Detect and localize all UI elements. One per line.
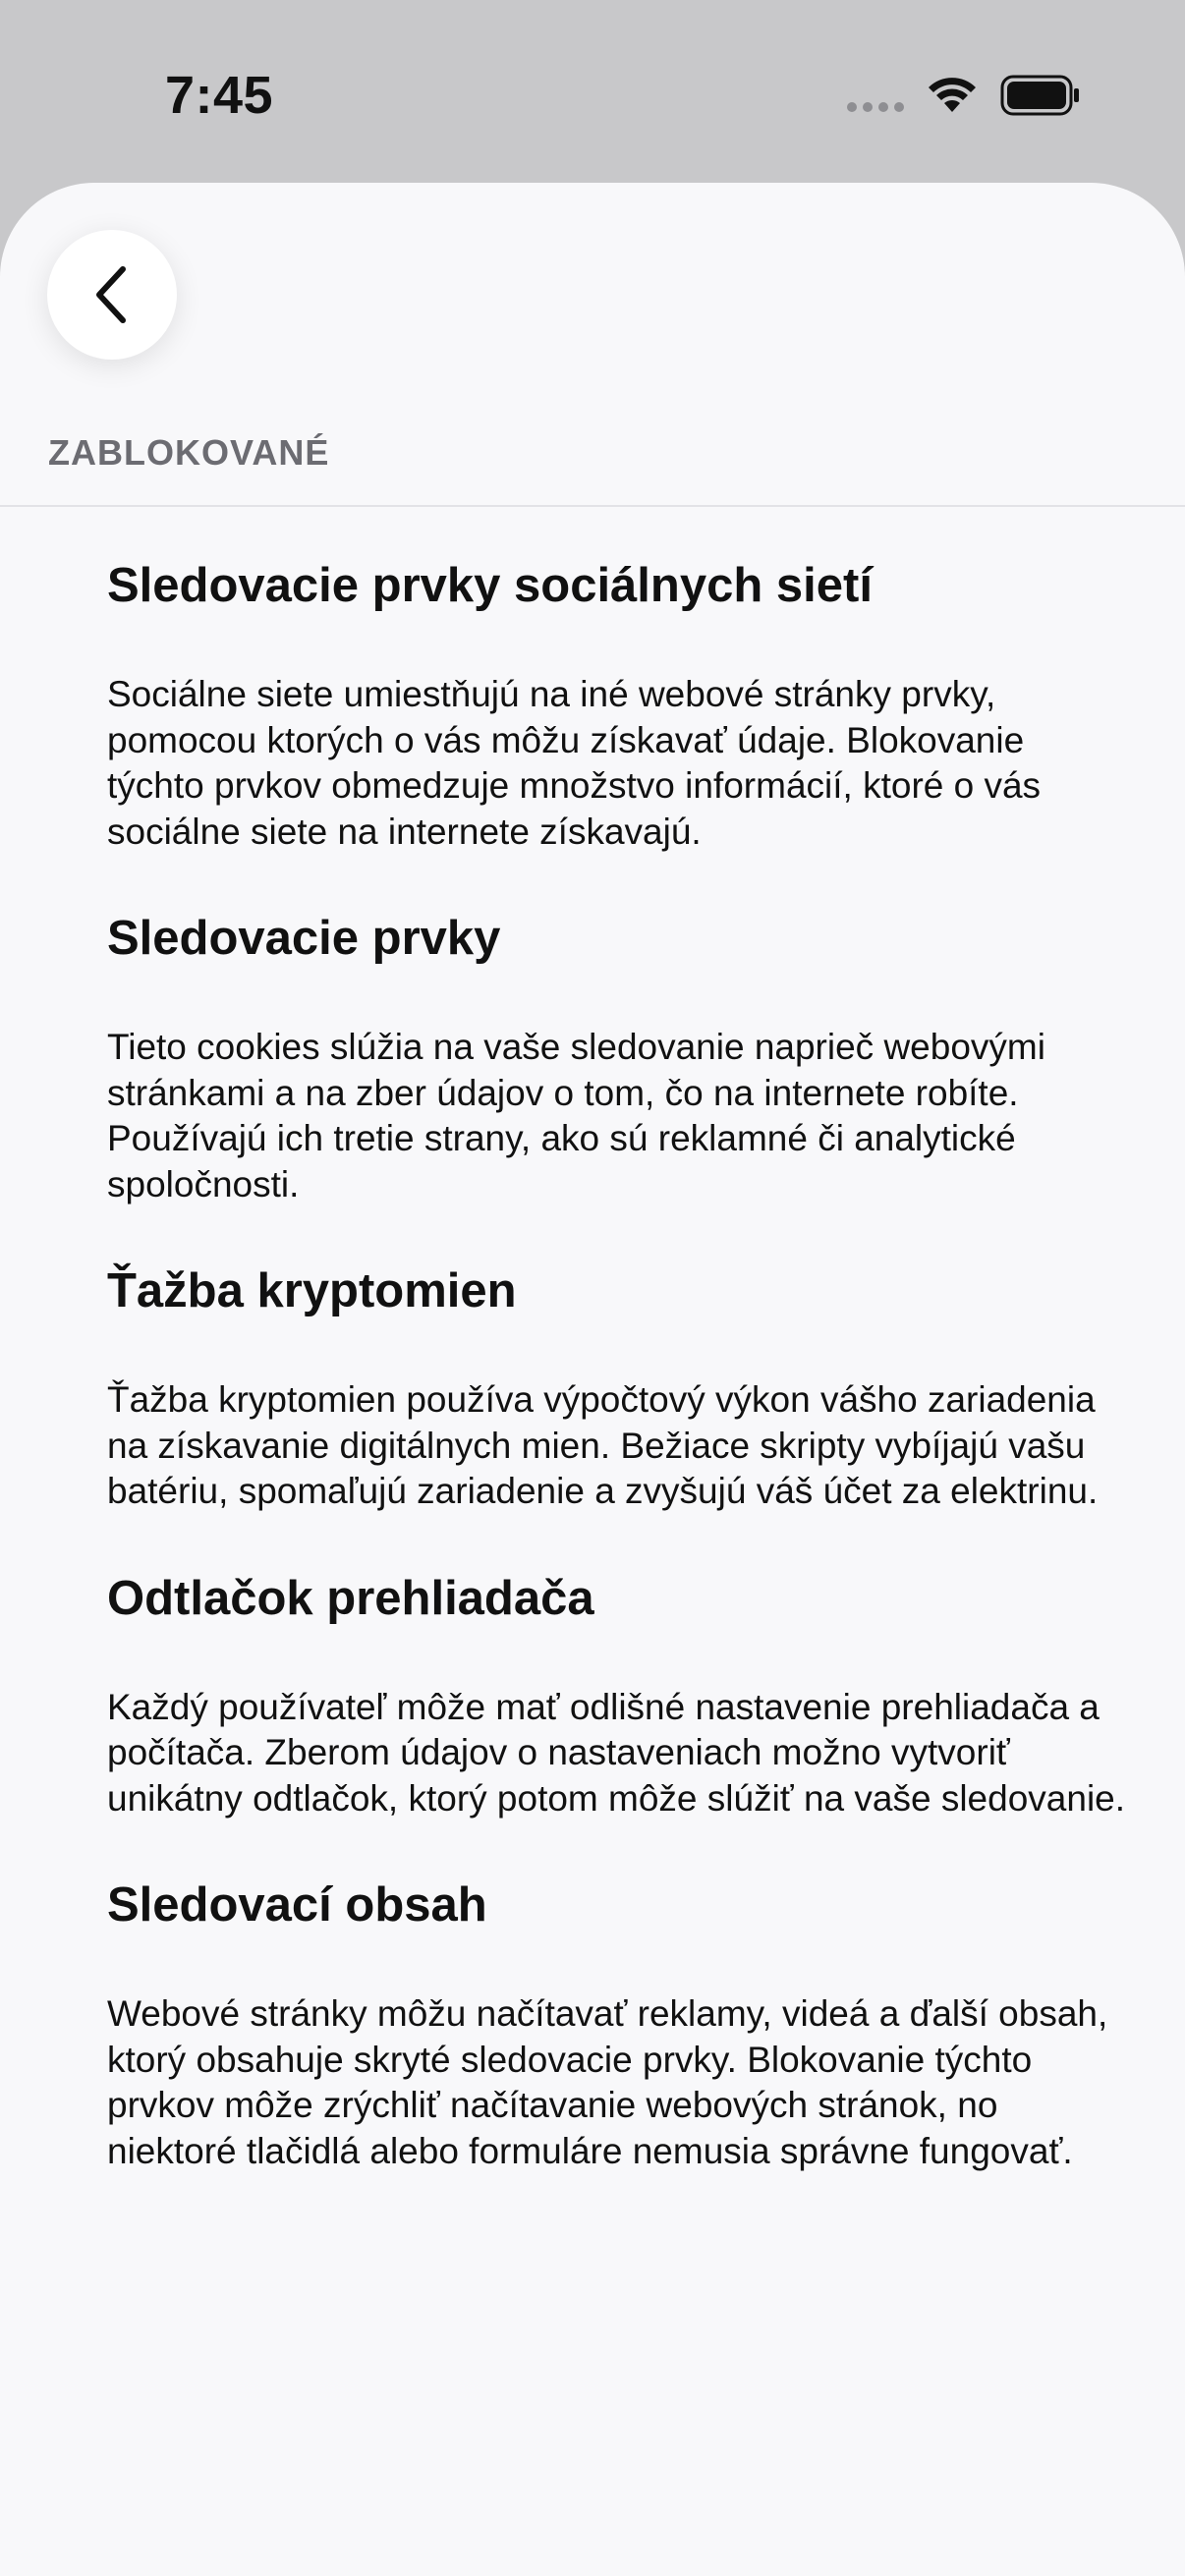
list-item: [107, 903, 1129, 1207]
item-description: Webové stránky môžu načítavať reklamy, videá a ďalší obsah, ktorý obsahuje skryté sledovacie prvky. Blokovanie týchto prvkov môže zrýchliť načítavanie webových stránok, no niektoré tlačidlá alebo formuláre nemusia správne fungovať.: [107, 1993, 1108, 2171]
list-item: [107, 1870, 1129, 2174]
blocked-items-list: [107, 550, 1129, 2222]
item-description: Tieto cookies slúžia na vaše sledovanie naprieč webovými stránkami a na zber údajov o tom, čo na internete robíte. Používajú ich tretie strany, ako sú reklamné či analytické spoločnosti.: [107, 1027, 1045, 1204]
item-title: Ťažba kryptomien: [107, 1264, 517, 1317]
wifi-icon: [926, 75, 979, 114]
status-time: 7:45: [165, 66, 274, 125]
item-title: Sledovacie prvky sociálnych sietí: [107, 559, 873, 612]
battery-icon: [1000, 75, 1081, 116]
back-button[interactable]: [47, 230, 177, 360]
item-description: Každý používateľ môže mať odlišné nastavenie prehliadača a počítača. Zberom údajov o nastaveniach možno vytvoriť unikátny odtlačok, ktorý potom môže slúžiť na vaše sledovanie.: [107, 1686, 1126, 1819]
item-title: Sledovací obsah: [107, 1878, 487, 1932]
list-item: [107, 1256, 1129, 1515]
item-title: Odtlačok prehliadača: [107, 1571, 594, 1625]
item-description: Ťažba kryptomien používa výpočtový výkon vášho zariadenia na získavanie digitálnych mien. Bežiace skripty vybíjajú vašu batériu, spomaľujú zariadenie a zvyšujú váš účet za elektrinu.: [107, 1379, 1099, 1511]
section-header: ZABLOKOVANÉ: [48, 432, 330, 473]
cellular-signal-icon: [847, 102, 904, 112]
chevron-left-icon: [89, 263, 135, 326]
divider: [0, 505, 1185, 507]
item-description: Sociálne siete umiestňujú na iné webové stránky prvky, pomocou ktorých o vás môžu získavať údaje. Blokovanie týchto prvkov obmedzuje množstvo informácií, ktoré o vás sociálne siete na internete získavajú.: [107, 674, 1042, 852]
item-title: Sledovacie prvky: [107, 912, 501, 965]
list-item: [107, 550, 1129, 855]
list-item: [107, 1563, 1129, 1822]
status-bar: [0, 0, 1185, 187]
